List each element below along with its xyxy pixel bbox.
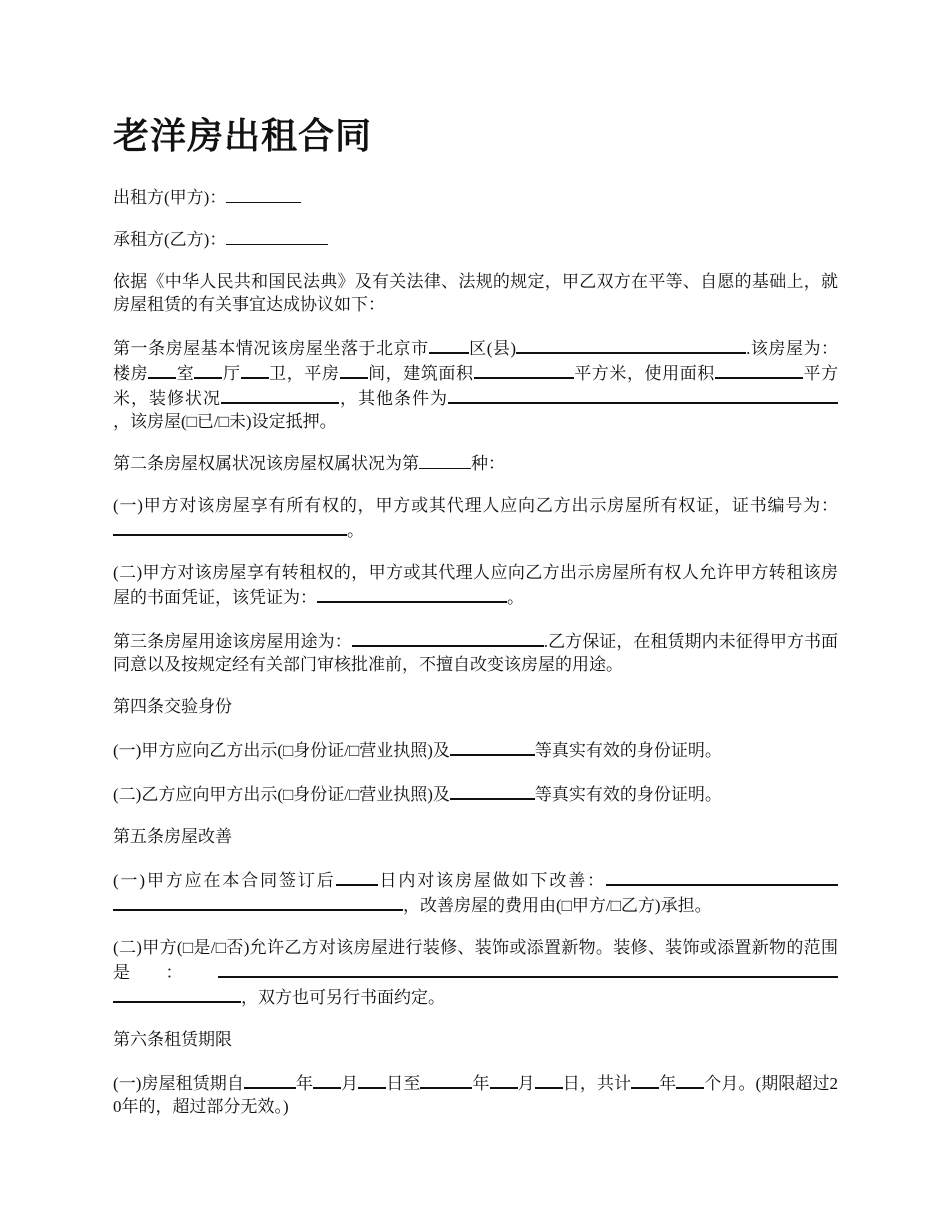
article-6-item-1: (一)房屋租赁期自 年 月 日至 年 月 日，共计 年 个月。(期限超过20年的，超过部分无效。) — [113, 1070, 838, 1118]
article-4-title: 第四条交验身份 — [113, 697, 232, 716]
lessor-blank — [226, 186, 301, 203]
article-2-item-1: (一)甲方对该房屋享有所有权的，甲方或其代理人应向乙方出示房屋所有权证，证书编号为：。 — [113, 496, 838, 540]
article-3: 第三条房屋用途该房屋用途为： .乙方保证，在租赁期内未征得甲方书面同意以及按规定经有关部门审核批准前，不擅自改变该房屋的用途。 — [113, 628, 838, 676]
page-title: 老洋房出租合同 — [113, 116, 373, 157]
article-5-title: 第五条房屋改善 — [113, 827, 232, 846]
article-4-item-1: (一)甲方应向乙方出示(□身份证/□营业执照)及 等真实有效的身份证明。 — [113, 737, 838, 762]
lessee-line: 承租方(乙方)： — [113, 228, 838, 251]
article-5-item-2: (二)甲方(□是/□否)允许乙方对该房屋进行装修、装饰或添置新物。装修、装饰或添置新物的范围是：，双方也可另行书面约定。 — [113, 938, 838, 1007]
article-6-title: 第六条租赁期限 — [113, 1030, 232, 1049]
document-body — [113, 112, 838, 1137]
article-5-item-1: (一)甲方应在本合同签订后 日内对该房屋做如下改善：，改善房屋的费用由(□甲方/□乙方)承担。 — [113, 867, 838, 917]
lessor-line: 出租方(甲方)： — [113, 186, 838, 209]
article-4-item-2: (二)乙方应向甲方出示(□身份证/□营业执照)及 等真实有效的身份证明。 — [113, 781, 838, 806]
lessee-blank — [226, 228, 328, 245]
article-1: 第一条房屋基本情况该房屋坐落于北京市 区(县) .该房屋为：楼房 室 厅 卫，平房 间，建筑面积 平方米，使用面积 平方米，装修状况 ，其他条件为，该房屋(□已/□未)设定抵押。 — [113, 335, 838, 433]
article-2: 第二条房屋权属状况该房屋权属状况为第 种： — [113, 454, 505, 473]
intro-paragraph: 依据《中华人民共和国民法典》及有关法律、法规的规定，甲乙双方在平等、自愿的基础上，就房屋租赁的有关事宜达成协议如下： — [113, 272, 838, 314]
article-2-item-2: (二)甲方对该房屋享有转租权的，甲方或其代理人应向乙方出示房屋所有权人允许甲方转租该房屋的书面凭证，该凭证为： 。 — [113, 563, 838, 607]
